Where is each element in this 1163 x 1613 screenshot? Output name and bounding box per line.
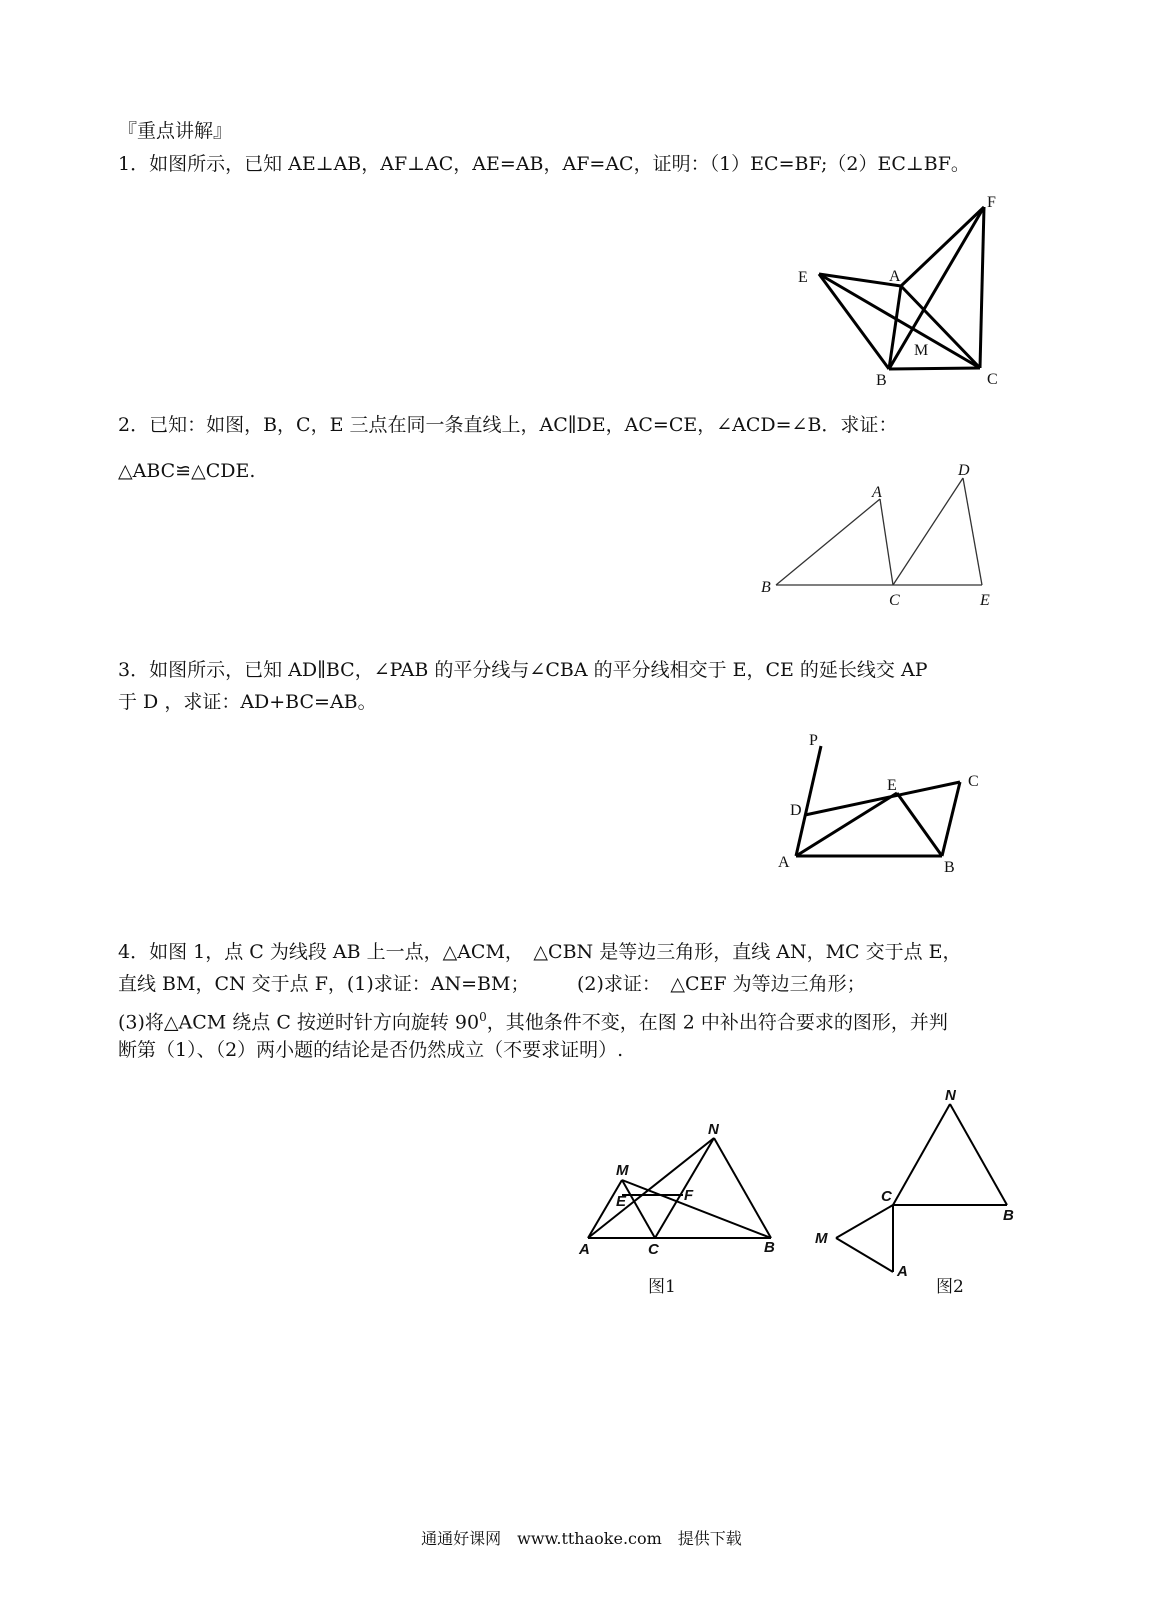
- f1-label-c: C: [648, 1241, 659, 1258]
- segment-cn: [655, 1138, 714, 1238]
- segment-eb: [897, 793, 942, 856]
- segment-nb: [714, 1138, 771, 1238]
- degree-superscript: 0: [479, 1010, 487, 1024]
- segment-cm: [836, 1205, 893, 1238]
- p2-label-b: B: [761, 579, 771, 596]
- problem-2-text-line2: △ABC≌△CDE.: [118, 460, 256, 482]
- segment-ba: [776, 499, 880, 585]
- p3-label-c: C: [968, 773, 979, 790]
- segment-fb: [889, 207, 984, 369]
- p3-label-a: A: [778, 854, 790, 871]
- p1-label-e: E: [798, 269, 808, 286]
- segment-am: [588, 1180, 622, 1238]
- segment-bc: [942, 782, 960, 856]
- p2-label-a: A: [872, 484, 882, 501]
- p1-label-a: A: [889, 268, 901, 285]
- segment-ec: [819, 274, 980, 368]
- segment-nb: [950, 1104, 1007, 1205]
- segment-nc: [893, 1104, 950, 1205]
- segment-an: [588, 1138, 714, 1238]
- p2-label-d: D: [958, 462, 970, 479]
- segment-ac: [901, 286, 980, 368]
- p3-label-b: B: [944, 859, 955, 876]
- problem-4-text-line2: 直线 BM，CN 交于点 F，(1)求证：AN=BM； (2)求证： △CEF 为等边三角形；: [118, 973, 866, 995]
- p1-label-b: B: [876, 372, 887, 389]
- p3-label-p: P: [809, 732, 818, 749]
- problem-1-text: 1．如图所示，已知 AE⊥AB，AF⊥AC，AE=AB，AF=AC，证明：（1）EC=BF;（2）EC⊥BF。: [118, 153, 970, 175]
- f1-label-n: N: [708, 1121, 719, 1138]
- section-title: 『重点讲解』: [118, 120, 233, 142]
- segment-bc: [889, 368, 980, 369]
- f1-label-b: B: [764, 1239, 775, 1256]
- f2-label-a: A: [897, 1263, 908, 1280]
- segment-eb: [819, 274, 889, 369]
- figure-1-caption: 图1: [648, 1277, 676, 1297]
- f1-label-a: A: [579, 1241, 590, 1258]
- segment-ac: [880, 499, 893, 585]
- segment-af: [901, 207, 984, 286]
- problem-4-line3-pre: (3)将△ACM 绕点 C 按逆时针方向旋转 90: [118, 1011, 480, 1034]
- f1-label-f: F: [684, 1187, 694, 1204]
- segment-mc: [622, 1180, 655, 1238]
- segment-ea: [819, 274, 901, 286]
- p1-label-m: M: [914, 342, 929, 359]
- f2-label-b: B: [1003, 1207, 1014, 1224]
- segment-mb: [622, 1180, 771, 1238]
- segment-ab: [889, 286, 901, 369]
- segment-fc: [980, 207, 984, 368]
- p1-label-f: F: [987, 194, 996, 211]
- segment-de: [963, 478, 982, 585]
- problem-2-text: 2．已知：如图，B，C，E 三点在同一条直线上，AC∥DE，AC=CE，∠ACD=∠B．求证：: [118, 414, 898, 436]
- p2-label-c: C: [889, 592, 900, 609]
- segment-pa: [796, 746, 821, 856]
- f1-label-m: M: [616, 1162, 629, 1179]
- p3-label-e: E: [887, 777, 897, 794]
- problem-4-line3-post: ，其他条件不变，在图 2 中补出符合要求的图形，并判: [486, 1011, 948, 1034]
- segment-dc: [805, 782, 960, 815]
- p2-label-e: E: [980, 592, 990, 609]
- p3-label-d: D: [790, 802, 802, 819]
- p1-label-c: C: [987, 371, 998, 388]
- problem-3-text: 3．如图所示，已知 AD∥BC，∠PAB 的平分线与∠CBA 的平分线相交于 E，CE 的延长线交 AP: [118, 659, 928, 681]
- problem-4-text-line3: [118, 1004, 948, 1035]
- f2-label-n: N: [945, 1087, 956, 1104]
- segment-ae: [796, 793, 897, 856]
- f1-label-e: E: [616, 1193, 627, 1210]
- segment-cd: [893, 478, 963, 585]
- f2-label-c: C: [881, 1188, 892, 1205]
- problem-4-text-line4: 断第（1）、（2）两小题的结论是否仍然成立（不要求证明）.: [118, 1039, 624, 1061]
- problem-3-text-line2: 于 D ，求证：AD+BC=AB。: [118, 691, 377, 713]
- problem-4-text: 4．如图 1，点 C 为线段 AB 上一点，△ACM， △CBN 是等边三角形，直线 AN，MC 交于点 E，: [118, 941, 962, 963]
- segment-ma: [836, 1238, 893, 1272]
- page-footer: 通通好课网 www.tthaoke.com 提供下载: [421, 1529, 742, 1548]
- f2-label-m: M: [815, 1230, 828, 1247]
- figure-2-caption: 图2: [936, 1277, 964, 1297]
